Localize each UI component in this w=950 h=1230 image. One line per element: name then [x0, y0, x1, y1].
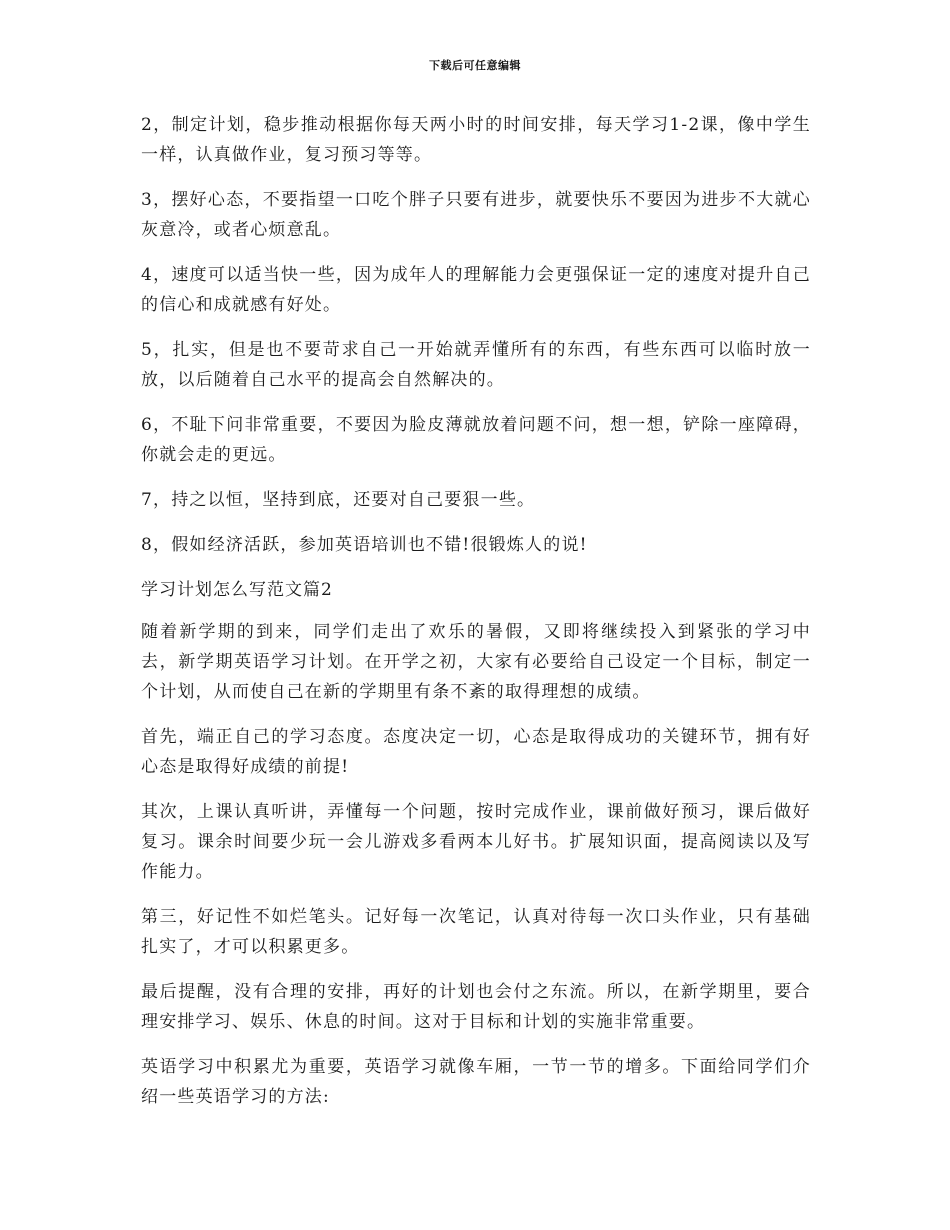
paragraph: 英语学习中积累尤为重要，英语学习就像车厢，一节一节的增多。下面给同学们介绍一些英语学习的方法: [141, 1057, 811, 1107]
paragraph: 7，持之以恒，坚持到底，还要对自己要狠一些。 [141, 490, 536, 510]
paragraph: 5，扎实，但是也不要苛求自己一开始就弄懂所有的东西，有些东西可以临时放一放，以后随着自己水平的提高会自然解决的。 [141, 340, 811, 390]
section-title: 学习计划怎么写范文篇2 [141, 580, 333, 600]
paragraph: 2，制定计划，稳步推动根据你每天两小时的时间安排，每天学习1-2课，像中学生一样，认真做作业，复习预习等等。 [141, 115, 811, 165]
paragraph: 首先，端正自己的学习态度。态度决定一切，心态是取得成功的关键环节，拥有好心态是取得好成绩的前提! [141, 727, 811, 777]
paragraph: 其次，上课认真听讲，弄懂每一个问题，按时完成作业，课前做好预习，课后做好复习。课余时间要少玩一会儿游戏多看两本儿好书。扩展知识面，提高阅读以及写作能力。 [141, 802, 811, 882]
paragraph: 6，不耻下问非常重要，不要因为脸皮薄就放着问题不问，想一想，铲除一座障碍，你就会走的更远。 [141, 415, 811, 465]
paragraph: 第三，好记性不如烂笔头。记好每一次笔记，认真对待每一次口头作业，只有基础扎实了，才可以积累更多。 [141, 907, 811, 957]
paragraph: 3，摆好心态，不要指望一口吃个胖子只要有进步，就要快乐不要因为进步不大就心灰意冷，或者心烦意乱。 [141, 190, 811, 240]
document-body [141, 110, 811, 1127]
paragraph: 最后提醒，没有合理的安排，再好的计划也会付之东流。所以，在新学期里，要合理安排学习、娱乐、休息的时间。这对于目标和计划的实施非常重要。 [141, 982, 811, 1032]
page-header: 下载后可任意编辑 [429, 59, 521, 72]
paragraph: 4，速度可以适当快一些，因为成年人的理解能力会更强保证一定的速度对提升自己的信心和成就感有好处。 [141, 265, 811, 315]
paragraph: 随着新学期的到来，同学们走出了欢乐的暑假，又即将继续投入到紧张的学习中去，新学期英语学习计划。在开学之初，大家有必要给自己设定一个目标，制定一个计划，从而使自己在新的学期里有条不紊的取得理想的成绩。 [141, 622, 811, 702]
paragraph: 8，假如经济活跃，参加英语培训也不错!很锻炼人的说! [141, 535, 588, 555]
